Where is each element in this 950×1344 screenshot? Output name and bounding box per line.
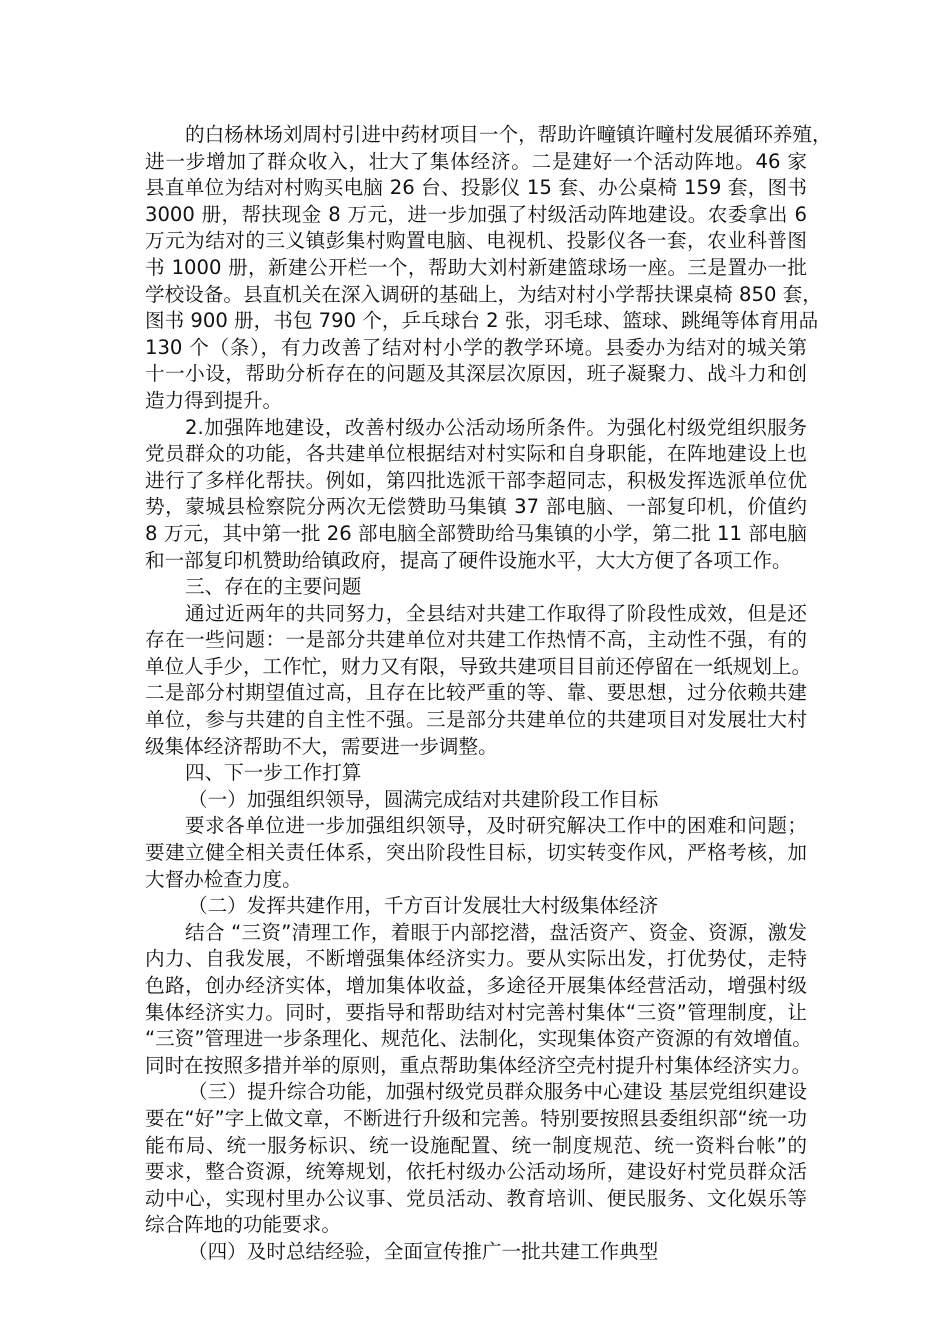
subheading-s2-line-1: （二）发挥共建作用，千方百计发展壮大村级集体经济	[188, 894, 659, 918]
body-p2-line-3: 进行了多样化帮扶。例如，第四批选派干部李超同志，积极发挥选派单位优	[145, 468, 807, 492]
body-p5-line-5: “三资”管理进一步条理化、规范化、法制化，实现集体资产资源的有效增值。	[145, 1027, 812, 1051]
body-p1-line-7: 学校设备。县直机关在深入调研的基础上，为结对村小学帮扶课桌椅 850 套，	[145, 282, 822, 306]
body-p5-line-1: 结合 “三资”清理工作，着眼于内部挖潜，盘活资产、资金、资源，激发	[185, 920, 807, 944]
body-p4-line-1: 要求各单位进一步加强组织领导，及时研究解决工作中的困难和问题；	[185, 814, 807, 838]
body-p3-line-1: 通过近两年的共同努力，全县结对共建工作取得了阶段性成效，但是还	[185, 601, 807, 625]
body-p2-line-2: 党员群众的功能，各共建单位根据结对村实际和自身职能，在阵地建设上也	[145, 442, 807, 466]
body-p3-line-5: 单位，参与共建的自主性不强。三是部分共建单位的共建项目对发展壮大村	[145, 708, 807, 732]
body-p1-line-10: 十一小设，帮助分析存在的问题及其深层次原因，班子凝聚力、战斗力和创	[145, 362, 807, 386]
body-p1-line-3: 县直单位为结对村购买电脑 26 台、投影仪 15 套、办公桌椅 159 套，图书	[145, 176, 807, 200]
body-p3-line-3: 单位人手少，工作忙，财力又有限，导致共建项目目前还停留在一纸规划上。	[145, 654, 812, 678]
body-p2-line-6: 和一部复印机赞助给镇政府，提高了硬件设施水平，大大方便了各项工作。	[145, 548, 792, 572]
body-p3-line-2: 存在一些问题：一是部分共建单位对共建工作热情不高，主动性不强，有的	[145, 628, 807, 652]
body-p1-line-4: 3000 册，帮扶现金 8 万元，进一步加强了村级活动阵地建设。农委拿出 6	[145, 202, 807, 226]
document-body	[145, 122, 832, 1266]
subheading-s3-line-3: 能布局、统一服务标识、统一设施配置、统一制度规范、统一资料台帐”的	[145, 1133, 807, 1157]
body-p4-line-2: 要建立健全相关责任体系，突出阶段性目标，切实转变作风，严格考核，加	[145, 841, 807, 865]
heading-h3-line-1: 三、存在的主要问题	[185, 575, 362, 599]
subheading-s4-line-1: （四）及时总结经验，全面宣传推广一批共建工作典型	[188, 1239, 659, 1263]
subheading-s3-line-2: 要在“好”字上做文章，不断进行升级和完善。特别要按照县委组织部“统一功	[145, 1106, 807, 1130]
subheading-s3-line-4: 要求，整合资源，统筹规划，依托村级办公活动场所，建设好村党员群众活	[145, 1160, 807, 1184]
body-p3-line-4: 二是部分村期望值过高，且存在比较严重的等、靠、要思想，过分依赖共建	[145, 681, 807, 705]
body-p2-line-1: 2.加强阵地建设，改善村级办公活动场所条件。为强化村级党组织服务	[185, 415, 807, 439]
subheading-s3-line-5: 动中心，实现村里办公议事、党员活动、教育培训、便民服务、文化娱乐等	[145, 1186, 807, 1210]
body-p5-line-4: 集体经济实力。同时，要指导和帮助结对村完善村集体“三资”管理制度，让	[145, 1000, 807, 1024]
body-p5-line-6: 同时在按照多措并举的原则，重点帮助集体经济空壳村提升村集体经济实力。	[145, 1053, 812, 1077]
body-p1-line-2: 进一步增加了群众收入，壮大了集体经济。二是建好一个活动阵地。46 家	[145, 149, 807, 173]
body-p1-line-9: 130 个（条），有力改善了结对村小学的教学环境。县委办为结对的城关第	[145, 335, 807, 359]
body-p1-line-11: 造力得到提升。	[145, 388, 283, 412]
body-p1-line-1: 的白杨林场刘周村引进中药材项目一个，帮助许疃镇许疃村发展循环养殖，	[185, 123, 832, 146]
subheading-s1-line-1: （一）加强组织领导，圆满完成结对共建阶段工作目标	[188, 787, 659, 811]
heading-h4-line-1: 四、下一步工作打算	[185, 761, 362, 785]
subheading-s3-line-1: （三）提升综合功能，加强村级党员群众服务中心建设 基层党组织建设	[188, 1080, 807, 1104]
body-p1-line-6: 书 1000 册，新建公开栏一个，帮助大刘村新建篮球场一座。三是置办一批	[145, 255, 807, 279]
subheading-s3-line-6: 综合阵地的功能要求。	[145, 1213, 341, 1237]
body-p5-line-2: 内力、自我发展，不断增强集体经济实力。要从实际出发，打优势仗，走特	[145, 947, 807, 971]
body-p3-line-6: 级集体经济帮助不大，需要进一步调整。	[145, 734, 498, 758]
body-p2-line-4: 势，蒙城县检察院分两次无偿赞助马集镇 37 部电脑、一部复印机，价值约	[145, 495, 807, 519]
body-p4-line-3: 大督办检查力度。	[145, 867, 302, 891]
body-p5-line-3: 色路，创办经济实体，增加集体收益，多途径开展集体经营活动，增强村级	[145, 974, 807, 997]
body-p1-line-5: 万元为结对的三义镇彭集村购置电脑、电视机、投影仪各一套，农业科普图	[145, 229, 807, 253]
body-p1-line-8: 图书 900 册，书包 790 个，乒乓球台 2 张，羽毛球、篮球、跳绳等体育用品	[145, 309, 819, 333]
body-p2-line-5: 8 万元，其中第一批 26 部电脑全部赞助给马集镇的小学，第二批 11 部电脑	[145, 521, 807, 545]
